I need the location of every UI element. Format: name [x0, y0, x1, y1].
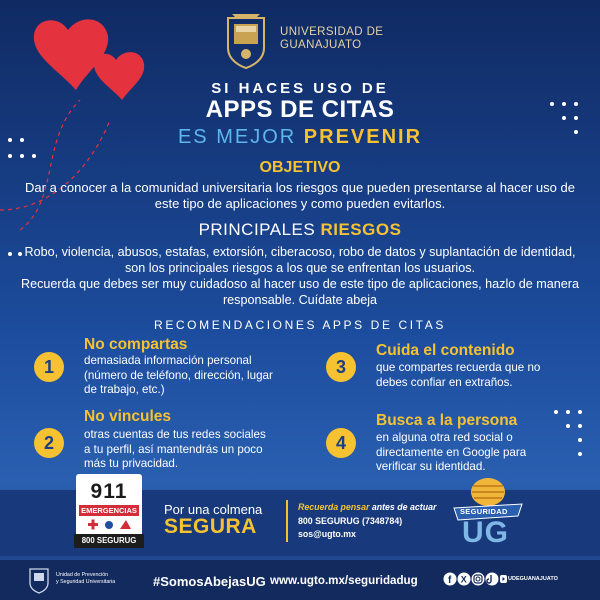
website-link[interactable]: www.ugto.mx/seguridadug: [270, 574, 418, 587]
objective-title: OBJETIVO: [259, 159, 341, 176]
svg-text:f: f: [448, 575, 452, 586]
contact-email[interactable]: sos@ugto.mx: [298, 529, 356, 539]
number-badge-2: 2: [34, 428, 64, 458]
university-logo: [222, 10, 402, 72]
headline-line1: SI HACES USO DE: [211, 80, 389, 97]
number-badge-4: 4: [326, 428, 356, 458]
recommendation-1-title: No compartas: [84, 336, 188, 353]
headline-line2: APPS DE CITAS: [205, 96, 395, 123]
divider: [286, 500, 288, 542]
emergency-911-badge: [76, 474, 142, 548]
risks-text: [18, 244, 582, 308]
recommendation-4-text: en alguna otra red social o directamente en Google para verificar su identidad.: [376, 431, 527, 473]
campaign-line2: SEGURA: [164, 515, 257, 538]
prevention-unit-line1: Unidad de Prevención: [56, 572, 109, 578]
risks-text-2: Recuerda que debes ser muy cuidadoso al hacer uso de este tipo de aplicaciones, hazlo de manera responsable. Cuídate abeja: [21, 277, 579, 307]
seguridad-label: SEGURIDAD: [460, 507, 508, 516]
recommendation-3-title: Cuida el contenido: [376, 342, 515, 359]
risks-title-a: PRINCIPALES: [198, 220, 316, 239]
contact-reminder-b: antes de actuar: [371, 502, 437, 512]
headline-line3-b: PREVENIR: [303, 126, 423, 148]
number-badge-1: 1: [34, 352, 64, 382]
emergency-services-icon: [86, 518, 132, 532]
hashtag: #SomosAbejasUG: [153, 574, 266, 589]
contact-reminder-a: Recuerda pensar: [298, 502, 370, 512]
recommendation-2-title: No vincules: [84, 408, 171, 425]
number-badge-3: 3: [326, 352, 356, 382]
contact-phone[interactable]: 800 SEGURUG (7348784): [298, 516, 403, 526]
recommendation-1-text: demasiada información personal (número de teléfono, dirección, lugar de trabajo, etc.): [84, 354, 273, 396]
seguridad-initials: UG: [462, 516, 509, 549]
risks-title-b: RIESGOS: [320, 220, 402, 239]
recommendation-4-title: Busca a la persona: [376, 412, 518, 429]
emergency-number: 911: [90, 480, 128, 503]
risks-title: [0, 220, 600, 240]
recommendation-3-text: que compartes recuerda que no debes confiar en extraños.: [376, 361, 541, 389]
social-icons[interactable]: [443, 571, 507, 587]
headline-line3-a: ES MEJOR: [177, 126, 297, 148]
university-name-line1: UNIVERSIDAD DE: [280, 26, 384, 38]
risks-text-1: Robo, violencia, abusos, estafas, extorsión, ciberacoso, robo de datos y suplantación de identidad, son los principales riesgos a los que se enfrentan los usuarios.: [24, 245, 576, 275]
prevention-unit-name: [56, 572, 146, 586]
university-name-line2: GUANAJUATO: [280, 39, 362, 51]
seguridad-ug-logo: [448, 472, 528, 554]
emergency-label: EMERGENCIAS: [79, 505, 139, 516]
social-handle: UDEGUANAJUATO: [508, 576, 558, 582]
headline-line3: [0, 126, 600, 149]
dots-decoration: [550, 408, 594, 468]
segurug-phone-label: 800 SEGURUG: [74, 534, 144, 548]
university-crest-icon: [222, 10, 270, 70]
prevention-unit-line2: y Seguridad Universitaria: [56, 579, 116, 585]
recommendations-title: RECOMENDACIONES APPS DE CITAS: [154, 318, 446, 332]
svg-text:X: X: [460, 574, 467, 585]
contact-reminder: [298, 502, 436, 512]
university-name: [280, 26, 400, 52]
recommendation-2-text: otras cuentas de tus redes sociales a tu perfil, así mantendrás un poco más tu privacidad.: [84, 428, 266, 470]
university-crest-icon: [28, 566, 50, 594]
campaign-line1: Por una colmena: [164, 502, 263, 517]
objective-text: Dar a conocer a la comunidad universitaria los riesgos que pueden presentarse al hacer uso de este tipo de aplicaciones y como pueden evitarlos.: [25, 180, 575, 211]
